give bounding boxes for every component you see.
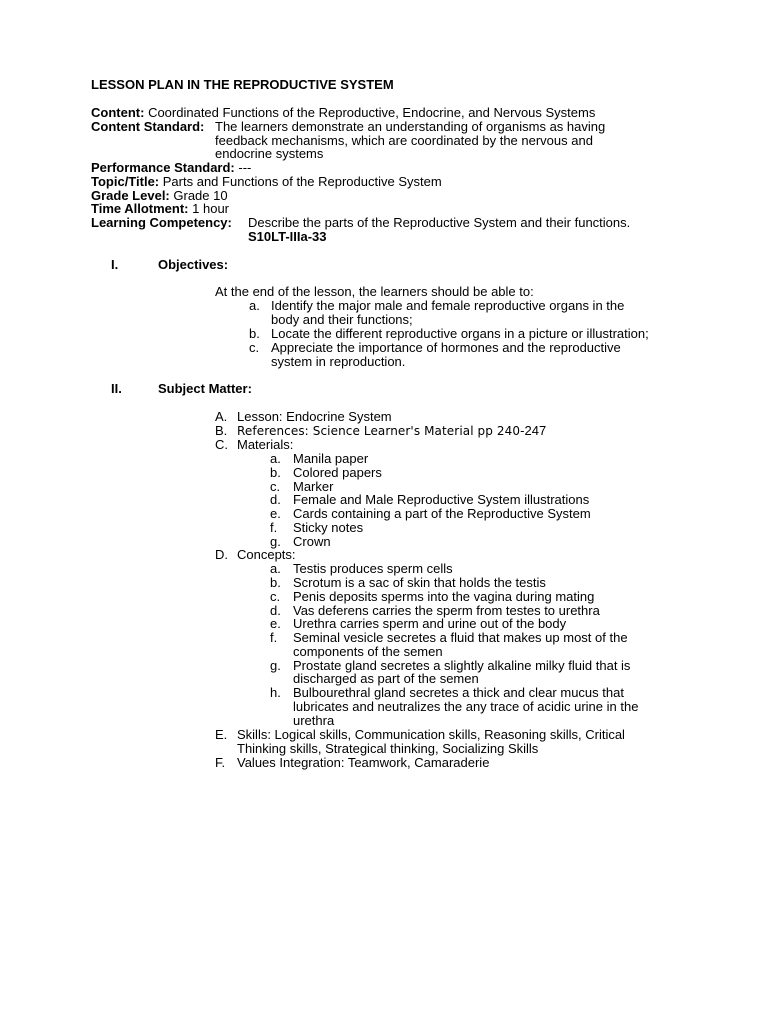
list-marker: D. xyxy=(215,547,228,562)
objectives-lead: At the end of the lesson, the learners should be able to: xyxy=(215,284,534,299)
objective-marker: a. xyxy=(249,298,260,313)
content-label: Content: xyxy=(91,105,145,120)
section-subject-number: II. xyxy=(111,381,122,396)
material-text: Manila paper xyxy=(293,451,369,466)
topic-row xyxy=(91,175,442,189)
objective-text-line1: Appreciate the importance of hormones and the reproductive xyxy=(271,340,621,355)
grade-level-label: Grade Level: xyxy=(91,188,170,203)
concept-text-line3: urethra xyxy=(293,713,335,728)
concept-text: Bulbourethral gland secretes a thick and clear mucus that xyxy=(293,685,624,700)
topic-value: Parts and Functions of the Reproductive System xyxy=(162,174,442,189)
concept-text: Prostate gland secretes a slightly alkaline milky fluid that is xyxy=(293,658,631,673)
list-marker: F. xyxy=(215,755,226,770)
materials-heading: Materials: xyxy=(237,437,294,452)
learning-competency-value: Describe the parts of the Reproductive System and their functions. xyxy=(248,215,631,230)
list-marker: c. xyxy=(270,589,281,604)
list-marker: A. xyxy=(215,409,228,424)
content-value: Coordinated Functions of the Reproductive, Endocrine, and Nervous Systems xyxy=(148,105,596,120)
list-marker: a. xyxy=(270,451,281,466)
performance-standard-value: --- xyxy=(238,160,252,175)
material-text: Female and Male Reproductive System illustrations xyxy=(293,492,590,507)
values-text: Values Integration: Teamwork, Camaraderie xyxy=(237,755,490,770)
list-marker: f. xyxy=(270,630,278,645)
performance-standard-label: Performance Standard: xyxy=(91,160,235,175)
concept-text-line2: lubricates and neutralizes the any trace of acidic urine in the xyxy=(293,699,639,714)
list-marker: g. xyxy=(270,658,281,673)
grade-level-value: Grade 10 xyxy=(173,188,228,203)
content-standard-line2: feedback mechanisms, which are coordinated by the nervous and xyxy=(215,133,593,148)
material-text: Colored papers xyxy=(293,465,382,480)
objective-text-line1: Locate the different reproductive organs in a picture or illustration; xyxy=(271,326,649,341)
section-subject-heading: Subject Matter: xyxy=(158,381,252,396)
content-row xyxy=(91,106,595,120)
list-marker: B. xyxy=(215,423,228,438)
learning-competency-label: Learning Competency: xyxy=(91,215,232,230)
list-marker: g. xyxy=(270,534,281,549)
concept-text: Urethra carries sperm and urine out of the body xyxy=(293,616,567,631)
content-standard-label: Content Standard: xyxy=(91,119,205,134)
list-marker: f. xyxy=(270,520,278,535)
list-marker: e. xyxy=(270,616,281,631)
content-standard-label-row xyxy=(91,120,204,134)
skills-text-line1: Skills: Logical skills, Communication skills, Reasoning skills, Critical xyxy=(237,727,625,742)
objective-text-line2: system in reproduction. xyxy=(271,354,406,369)
content-standard-line1: The learners demonstrate an understanding of organisms as having xyxy=(215,119,606,134)
concept-text-line2: discharged as part of the semen xyxy=(293,671,479,686)
references-pages-end: 247 xyxy=(524,423,547,438)
section-objectives-number: I. xyxy=(111,257,119,272)
objective-marker: c. xyxy=(249,340,260,355)
lesson-text: Lesson: Endocrine System xyxy=(237,409,392,424)
objective-text-line2: body and their functions; xyxy=(271,312,413,327)
objective-text-line1: Identify the major male and female reproductive organs in the xyxy=(271,298,625,313)
learning-competency-label-row xyxy=(91,216,232,230)
list-marker: b. xyxy=(270,465,281,480)
list-marker: C. xyxy=(215,437,228,452)
list-marker: c. xyxy=(270,479,281,494)
skills-text-line2: Thinking skills, Strategical thinking, Socializing Skills xyxy=(237,741,539,756)
concept-text: Seminal vesicle secretes a fluid that makes up most of the xyxy=(293,630,628,645)
time-allotment-label: Time Allotment: xyxy=(91,201,189,216)
concept-text: Vas deferens carries the sperm from testes to urethra xyxy=(293,603,600,618)
material-text: Marker xyxy=(293,479,334,494)
performance-standard-row xyxy=(91,161,251,175)
concepts-heading: Concepts: xyxy=(237,547,296,562)
document-title: LESSON PLAN IN THE REPRODUCTIVE SYSTEM xyxy=(91,77,394,92)
concept-text: Penis deposits sperms into the vagina during mating xyxy=(293,589,595,604)
concept-text: Scrotum is a sac of skin that holds the testis xyxy=(293,575,546,590)
material-text: Crown xyxy=(293,534,331,549)
time-allotment-value: 1 hour xyxy=(192,201,230,216)
list-marker: e. xyxy=(270,506,281,521)
list-marker: E. xyxy=(215,727,228,742)
learning-competency-code: S10LT-IIIa-33 xyxy=(248,229,327,244)
section-objectives-heading: Objectives: xyxy=(158,257,229,272)
concept-text: Testis produces sperm cells xyxy=(293,561,453,576)
time-allotment-row xyxy=(91,202,229,216)
list-marker: d. xyxy=(270,603,281,618)
material-text: Sticky notes xyxy=(293,520,364,535)
list-marker: a. xyxy=(270,561,281,576)
material-text: Cards containing a part of the Reproductive System xyxy=(293,506,591,521)
objective-marker: b. xyxy=(249,326,260,341)
list-marker: d. xyxy=(270,492,281,507)
list-marker: b. xyxy=(270,575,281,590)
content-standard-line3: endocrine systems xyxy=(215,146,324,161)
list-marker: h. xyxy=(270,685,281,700)
topic-label: Topic/Title: xyxy=(91,174,160,189)
references-text: References: Science Learner's Material pp 240- xyxy=(237,424,525,438)
concept-text-line2: components of the semen xyxy=(293,644,443,659)
